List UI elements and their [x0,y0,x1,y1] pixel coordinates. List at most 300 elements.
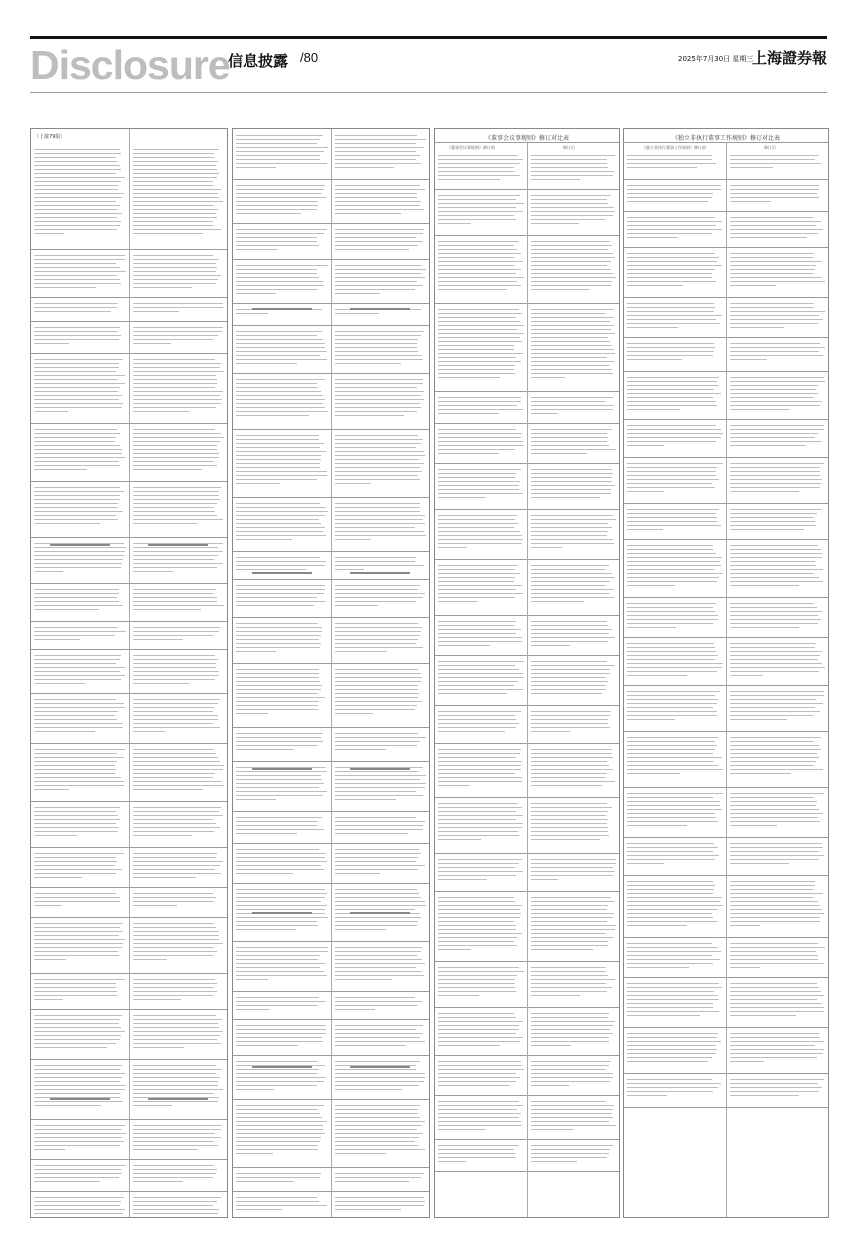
text-line [531,633,609,634]
table-cell-text [627,303,723,331]
text-line [236,1205,327,1206]
text-line [627,643,714,644]
row-separator [624,1107,726,1108]
text-line [531,445,609,446]
text-line [438,535,522,536]
row-separator [233,883,331,884]
row-separator [332,373,429,374]
text-line [335,185,420,186]
table-cell-text [531,859,616,883]
text-line [335,159,416,160]
text-line [438,711,521,712]
text-line [438,317,516,318]
text-line [133,951,217,952]
row-separator [31,621,129,622]
text-line [133,947,214,948]
text-line [34,399,119,400]
table-cell-text [438,1013,524,1049]
text-line [335,853,421,854]
text-line [627,517,717,518]
text-line [34,951,118,952]
text-line [236,151,324,152]
text-line [438,991,516,992]
text-line [438,1149,514,1150]
text-line [236,163,327,164]
table-cell-text [236,1105,328,1157]
text-line [236,335,317,336]
text-line [730,1095,799,1096]
text-line [236,775,321,776]
text-line [531,531,608,532]
text-line [627,393,721,394]
text-line [335,689,418,690]
table-cell-text [438,515,524,551]
text-line [34,715,115,716]
text-line [531,835,609,836]
text-line [438,645,490,646]
row-separator [332,811,429,812]
row-separator [31,887,129,888]
text-line [730,577,819,578]
text-line [133,1065,216,1066]
text-line [236,391,321,392]
text-line [34,433,120,434]
text-line [34,511,123,512]
text-line [438,1029,519,1030]
text-line [335,463,424,464]
row-separator [727,937,828,938]
text-line [34,287,96,288]
text-line [438,405,517,406]
text-line [34,785,124,786]
text-line [133,395,220,396]
text-line [438,353,523,354]
row-separator [624,731,726,732]
table-cell-text [730,463,825,495]
text-line [627,655,718,656]
text-line [531,1065,609,1066]
text-line [133,363,221,364]
text-line [335,951,421,952]
text-line [34,819,120,820]
row-separator [624,179,726,180]
text-line [34,1019,120,1020]
text-line [236,403,323,404]
text-line [335,1197,424,1198]
text-line [730,719,787,720]
text-line [34,1177,119,1178]
text-line [335,677,422,678]
text-line [335,971,422,972]
table-cell-text [335,733,426,753]
text-line [236,737,321,738]
text-line [236,139,320,140]
text-line [236,455,321,456]
text-line [133,675,219,676]
row-separator [233,497,331,498]
table-cell-text [730,691,825,723]
text-line [730,707,815,708]
row-separator [31,321,129,322]
table-cell-text [236,849,328,877]
text-line [531,1029,610,1030]
table-cell-text [627,509,723,533]
text-line [34,383,125,384]
row-separator [528,961,619,962]
text-line [236,593,324,594]
text-line [34,667,126,668]
text-line [438,207,516,208]
text-line [730,801,817,802]
table-cell-text [335,503,426,543]
text-line [34,675,125,676]
text-line [627,475,716,476]
text-line [730,377,824,378]
row-separator [624,1073,726,1074]
table-cell-text [438,397,524,417]
text-line [133,663,216,664]
text-line [34,395,122,396]
text-line [531,921,607,922]
text-line [34,811,116,812]
text-line [335,383,423,384]
row-separator [130,621,227,622]
text-line [335,143,416,144]
text-line [236,741,323,742]
text-line [531,577,615,578]
table-cell-text [335,229,426,253]
text-line [236,1109,318,1110]
row-separator [130,887,227,888]
text-line [133,655,215,656]
text-line [236,407,325,408]
text-line [133,959,167,960]
text-line [236,1177,320,1178]
text-line [236,1153,273,1154]
text-line [335,733,418,734]
text-line [730,193,817,194]
text-line [531,159,607,160]
text-line [34,335,121,336]
text-line [34,465,120,466]
text-line [335,447,416,448]
text-line [730,281,825,282]
text-line [34,699,116,700]
text-line [627,381,717,382]
text-line [236,825,318,826]
text-line [34,387,120,388]
text-line [531,195,611,196]
text-line [627,769,723,770]
text-line [438,313,522,314]
text-line [133,1081,218,1082]
text-line [34,1181,100,1182]
text-line [438,1117,519,1118]
text-line [133,1015,216,1016]
text-line [34,679,121,680]
text-line [236,363,297,364]
text-line [335,483,371,484]
row-separator [727,211,828,212]
text-line [531,547,562,548]
text-line [627,843,714,844]
row-separator [435,463,527,464]
text-line [133,749,214,750]
table-cell-text [236,185,328,217]
text-line [438,357,516,358]
text-line [730,897,814,898]
text-line [335,709,415,710]
row-separator [727,875,828,876]
text-line [730,1003,822,1004]
text-line [236,443,324,444]
text-line [438,597,515,598]
text-line [133,221,213,222]
text-line [34,157,116,158]
text-line [730,381,825,382]
text-line [438,273,516,274]
row-separator [130,297,227,298]
text-line [335,1129,417,1130]
text-line [133,1105,172,1106]
text-line [133,267,217,268]
table-cell-text [335,1197,426,1213]
text-line [335,391,424,392]
text-line [133,609,201,610]
text-line [438,1081,516,1082]
text-line [730,809,819,810]
text-line [730,695,824,696]
text-line [133,399,222,400]
text-line [133,153,214,154]
text-line [627,185,721,186]
table-cell-text [438,803,524,843]
table-cell-text [730,425,825,449]
text-line [438,1125,522,1126]
text-line [627,995,718,996]
text-line [236,631,322,632]
text-line [627,405,717,406]
text-line [531,313,606,314]
row-separator [435,743,527,744]
text-line [627,959,720,960]
text-line [730,1057,817,1058]
text-line [335,285,423,286]
text-line [34,1169,121,1170]
text-line [438,195,520,196]
table-cell-text [531,661,616,697]
text-line [34,597,117,598]
text-line [730,189,819,190]
text-line [34,773,115,774]
text-line [335,511,420,512]
row-separator [233,663,331,664]
text-line [531,449,616,450]
text-line [236,597,317,598]
text-line [34,177,125,178]
table-cell-text [335,849,426,877]
text-line [236,1129,323,1130]
text-line [335,1209,401,1210]
row-separator [332,1167,429,1168]
text-line [627,909,718,910]
text-line [236,1141,320,1142]
text-line [531,871,615,872]
text-line [730,1007,824,1008]
text-line [438,917,520,918]
text-line [236,627,322,628]
text-line [438,979,515,980]
table-cell-text [531,749,616,789]
text-line [531,1101,606,1102]
text-line [438,449,515,450]
text-line [627,573,723,574]
text-line [236,399,325,400]
row-separator [332,941,429,942]
text-line [438,349,514,350]
chapter-heading-mark [331,899,429,918]
text-line [730,561,815,562]
text-line [730,913,824,914]
text-line [531,905,608,906]
text-line [531,637,615,638]
table-cell-text [438,195,524,227]
text-line [335,355,422,356]
text-line [335,535,426,536]
text-line [531,539,613,540]
text-line [438,719,516,720]
text-line [438,523,518,524]
text-line [335,1089,402,1090]
text-line [730,355,823,356]
text-line [531,641,608,642]
table-cell-text [335,1105,426,1157]
text-line [531,481,612,482]
text-line [34,1023,119,1024]
text-line [335,507,420,508]
text-line [34,571,63,572]
text-line [34,263,116,264]
text-line [627,525,721,526]
text-line [133,761,220,762]
table-cell-text [335,265,426,297]
text-line [236,1197,317,1198]
text-line [133,777,213,778]
text-line [236,1113,320,1114]
text-line [438,365,515,366]
text-line [34,655,121,656]
row-separator [31,1191,129,1192]
text-line [531,453,587,454]
text-line [730,951,816,952]
text-line [438,215,514,216]
text-line [133,411,190,412]
text-line [335,245,418,246]
text-line [531,179,580,180]
text-line [531,723,608,724]
text-line [627,311,714,312]
chapter-heading-bar [50,1098,110,1100]
text-line [627,237,678,238]
table-cell-text [438,897,524,953]
text-line [531,859,616,860]
text-line [627,561,720,562]
table-cell-text [730,793,825,829]
text-line [335,293,380,294]
text-line [133,185,214,186]
text-line [335,1181,409,1182]
text-line [531,569,606,570]
text-line [335,347,417,348]
text-line [133,327,223,328]
text-line [531,719,608,720]
text-line [335,1005,417,1006]
table-cell-text [34,627,126,643]
text-line [335,475,418,476]
text-line [34,979,125,980]
text-line [730,491,799,492]
text-line [133,765,224,766]
text-line [335,947,422,948]
text-line [133,877,196,878]
chapter-heading-mark [331,1053,429,1072]
text-line [730,1053,823,1054]
table-cell-text [438,967,524,999]
table-cell-text [236,503,328,543]
text-line [438,1017,516,1018]
text-line [627,707,713,708]
text-line [335,959,422,960]
text-line [34,153,121,154]
text-line [34,1173,122,1174]
text-line [730,517,814,518]
text-line [531,711,611,712]
row-separator [435,1171,527,1172]
text-line [627,1079,712,1080]
text-line [236,623,318,624]
masthead-top-rule [30,36,827,39]
text-line [335,1201,425,1202]
table-cell-text [531,897,616,953]
text-line [236,979,268,980]
text-line [730,821,820,822]
text-line [730,603,814,604]
row-separator [130,423,227,424]
text-line [133,307,223,308]
table-title: 《董事会议事规则》修订对比表 [484,135,569,142]
table-cell-text [133,807,224,839]
text-line [438,1077,520,1078]
table-cell-text [438,859,524,883]
text-line [730,471,820,472]
text-line [133,667,216,668]
text-line [627,695,715,696]
text-line [34,853,124,854]
text-line [133,225,214,226]
text-line [133,807,221,808]
text-line [438,219,516,220]
table-cell-text [627,1033,723,1065]
text-line [34,449,122,450]
text-line [438,835,519,836]
text-line [438,199,516,200]
row-separator [727,685,828,686]
text-line [335,643,416,644]
text-line [335,1041,425,1042]
row-separator [130,321,227,322]
text-line [627,233,712,234]
text-line [438,781,522,782]
